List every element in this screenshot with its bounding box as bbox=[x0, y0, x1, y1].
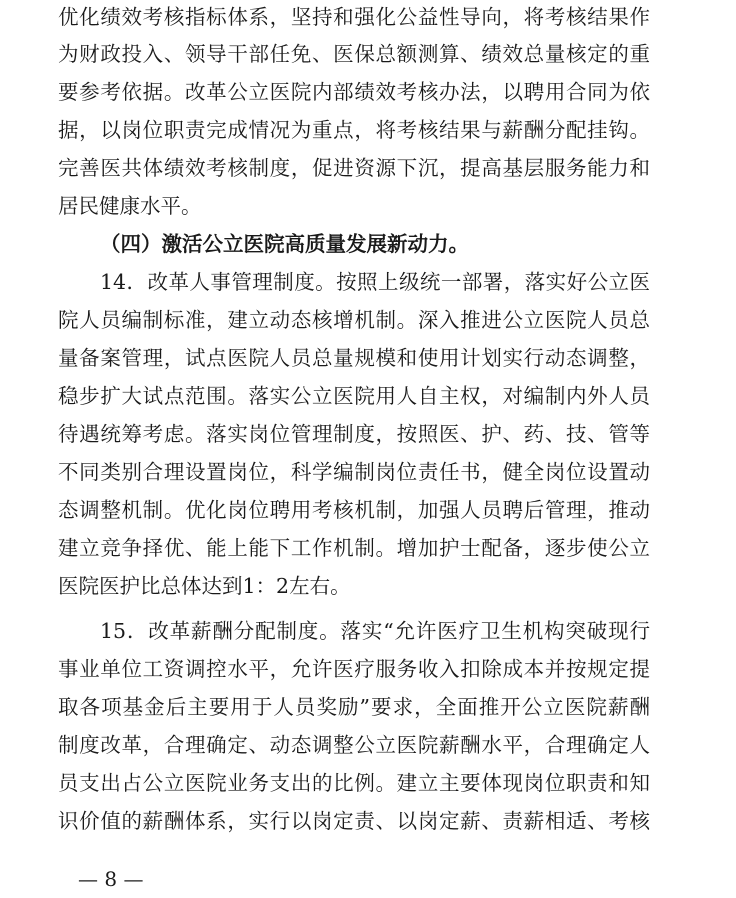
body-text-line: 员支出占公立医院业务支出的比例。建立主要体现岗位职责和知 bbox=[58, 771, 650, 795]
page-number: — 8 — bbox=[78, 867, 144, 891]
body-text-line: 14．改革人事管理制度。按照上级统一部署，落实好公立医 bbox=[100, 270, 650, 294]
body-text-line: 识价值的薪酬体系，实行以岗定责、以岗定薪、责薪相适、考核 bbox=[58, 809, 650, 833]
body-text-line: 量备案管理，试点医院人员总量规模和使用计划实行动态调整， bbox=[58, 346, 650, 370]
body-text-line: 为财政投入、领导干部任免、医保总额测算、绩效总量核定的重 bbox=[58, 42, 650, 66]
section-heading: （四）激活公立医院高质量发展新动力。 bbox=[100, 232, 469, 256]
body-text-line: 态调整机制。优化岗位聘用考核机制，加强人员聘后管理，推动 bbox=[58, 498, 650, 522]
body-text-line: 稳步扩大试点范围。落实公立医院用人自主权，对编制内外人员 bbox=[58, 384, 650, 408]
body-text-line: 取各项基金后主要用于人员奖励”要求，全面推开公立医院薪酬 bbox=[58, 695, 650, 719]
body-text-line: 院人员编制标准，建立动态核增机制。深入推进公立医院人员总 bbox=[58, 308, 650, 332]
body-text-line: 医院医护比总体达到1：2左右。 bbox=[58, 574, 351, 598]
body-text-line: 制度改革，合理确定、动态调整公立医院薪酬水平，合理确定人 bbox=[58, 733, 650, 757]
body-text-line: 要参考依据。改革公立医院内部绩效考核办法，以聘用合同为依 bbox=[58, 80, 650, 104]
body-text-line: 优化绩效考核指标体系，坚持和强化公益性导向，将考核结果作 bbox=[58, 5, 650, 29]
body-text-line: 不同类别合理设置岗位，科学编制岗位责任书，健全岗位设置动 bbox=[58, 460, 650, 484]
body-text-line: 据，以岗位职责完成情况为重点，将考核结果与薪酬分配挂钩。 bbox=[58, 118, 650, 142]
body-text-line: 15．改革薪酬分配制度。落实“允许医疗卫生机构突破现行 bbox=[100, 619, 650, 643]
body-text-line: 居民健康水平。 bbox=[58, 194, 202, 218]
body-text-line: 建立竞争择优、能上能下工作机制。增加护士配备，逐步使公立 bbox=[58, 536, 650, 560]
body-text-line: 完善医共体绩效考核制度，促进资源下沉，提高基层服务能力和 bbox=[58, 156, 650, 180]
body-text-line: 待遇统筹考虑。落实岗位管理制度，按照医、护、药、技、管等 bbox=[58, 422, 650, 446]
body-text-line: 事业单位工资调控水平，允许医疗服务收入扣除成本并按规定提 bbox=[58, 657, 650, 681]
